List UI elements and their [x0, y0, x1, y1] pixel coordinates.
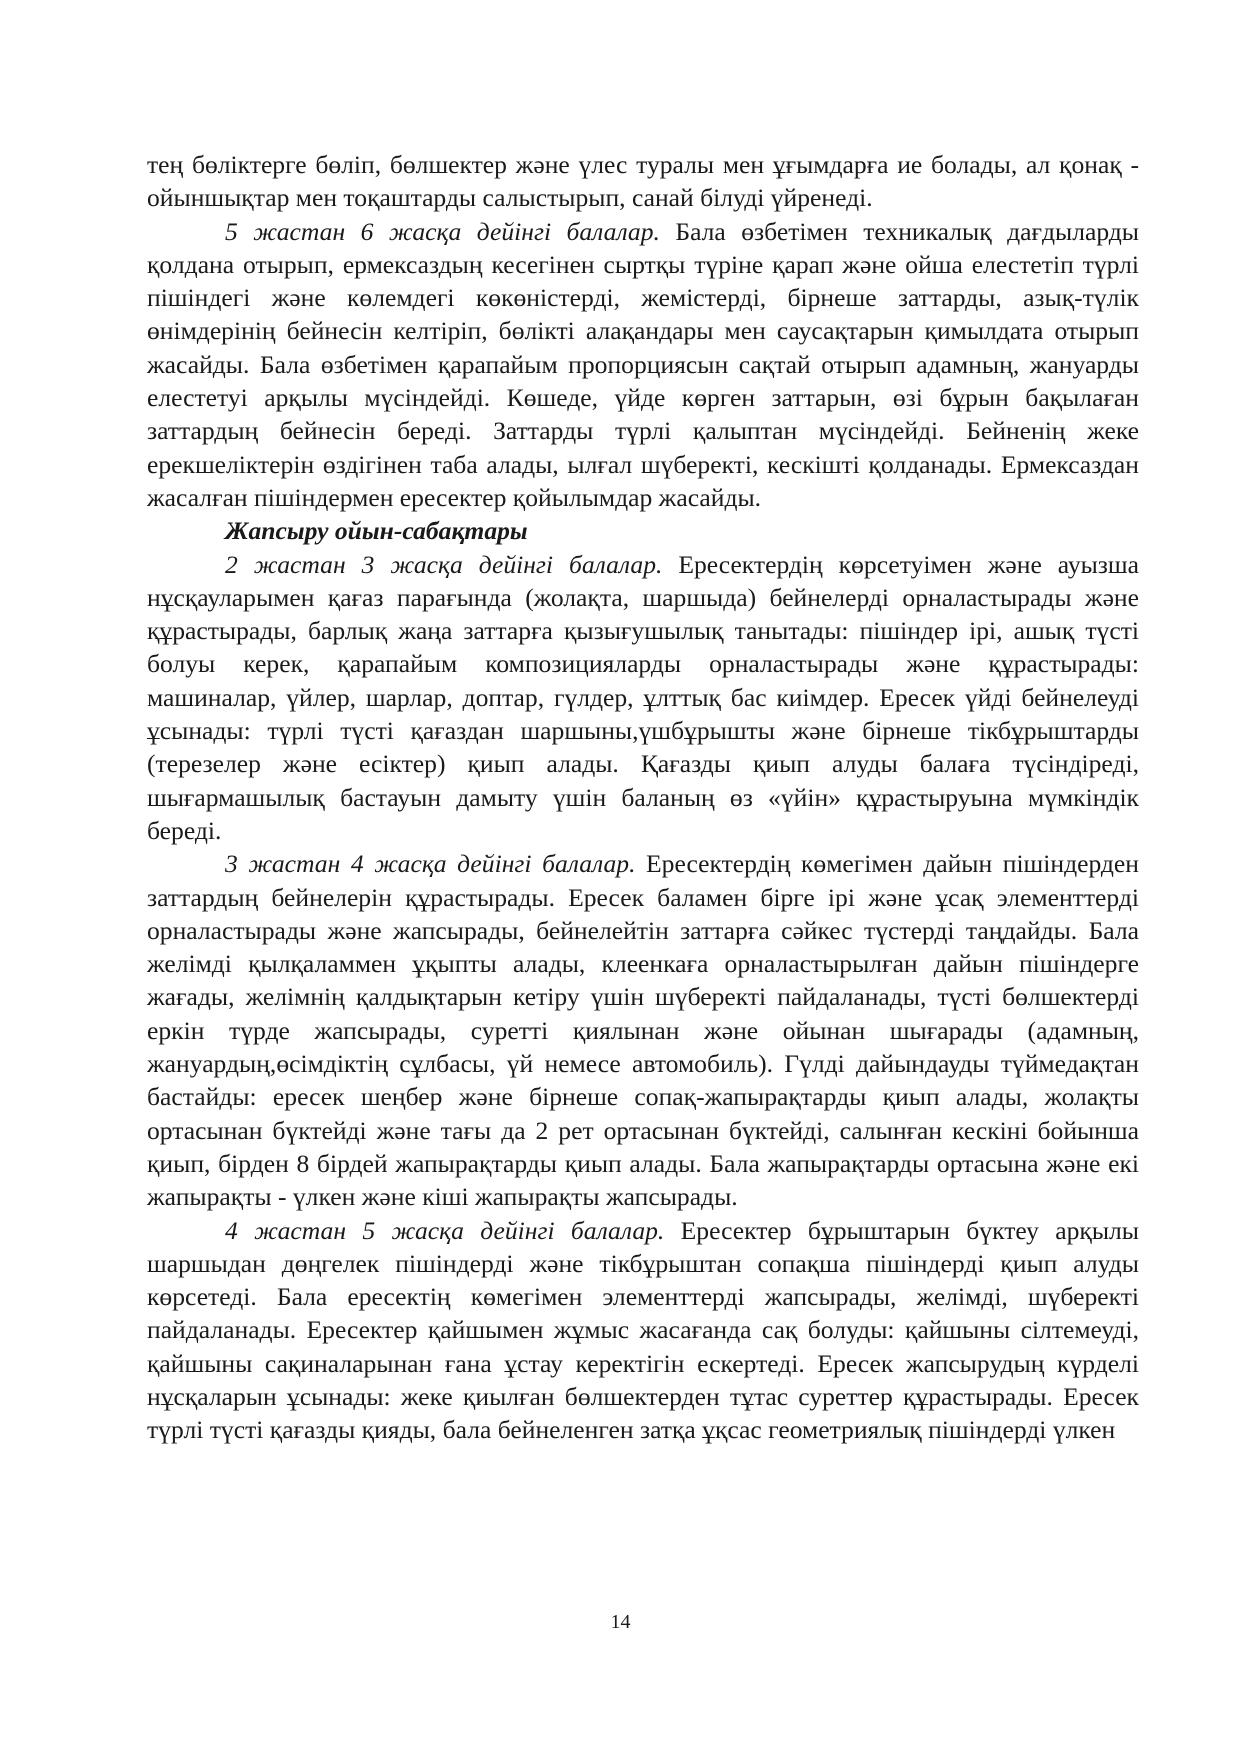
paragraph-text: тең бөліктерге бөліп, бөлшектер және үлес туралы мен ұғымдарға ие болады, ал қонақ - ойыншықтар мен тоқаштарды салыстырып, санай білуді үйренеді. [147, 150, 1139, 213]
paragraph-age-3-4 [147, 847, 1139, 1213]
document-page [147, 148, 1139, 1447]
paragraph-age-2-3 [147, 548, 1139, 848]
paragraph-text: Бала өзбетімен техникалық дағдыларды қолдана отырып, ермексаздың кесегінен сыртқы түріне қарап және ойша елестетіп түрлі пішіндегі және көлемдегі көкөністерді, жемістерді, бірнеше заттарды, азық-түлік өнімдерінің бейнесін келтіріп, бөлікті алақандары мен саусақтарын қимылдата отырып жасайды. Бала өзбетімен қарапайым пропорциясын сақтай отырып адамның, жануарды елестетуі арқылы мүсіндейді. Көшеде, үйде көрген заттарын, өзі бұрын бақылаған заттардың бейнесін береді. Заттарды түрлі қалыптан мүсіндейді. Бейненің жеке ерекшеліктерін өздігінен таба алады, ылғал шүберекті, кескішті қолданады. Ермексаздан жасалған пішіндермен ересектер қойылымдар жасайды. [147, 216, 1139, 512]
paragraph-lead: 4 жастан 5 жасқа дейінгі балалар. [225, 1215, 665, 1245]
paragraph-age-5-6 [147, 215, 1139, 515]
page-number: 14 [610, 1611, 631, 1633]
paragraph-text: Ересектердің көрсетуімен және ауызша нұсқауларымен қағаз парағында (жолақта, шаршыда) бейнелерді орналастырады және құрастырады, барлық жаңа заттарға қызығушылық танытады: пішіндер ірі, ашық түсті болуы керек, қарапайым композицияларды орналастырады және құрастырады: машиналар, үйлер, шарлар, доптар, гүлдер, ұлттық бас киімдер. Ересек үйді бейнелеуді ұсынады: түрлі түсті қағаздан шаршыны,үшбұрышты және бірнеше тікбұрыштарды (терезелер және есіктер) қиып алады. Қағазды қиып алуды балаға түсіндіреді, шығармашылық бастауын дамыту үшін баланың өз «үйін» құрастыруына мүмкіндік береді. [147, 549, 1139, 845]
paragraph-lead: 3 жастан 4 жасқа дейінгі балалар. [225, 849, 636, 879]
paragraph-lead: 5 жастан 6 жасқа дейінгі балалар. [225, 216, 660, 246]
paragraph-continuation [147, 148, 1139, 215]
paragraph-lead: 2 жастан 3 жасқа дейінгі балалар. [225, 549, 663, 579]
paragraph-age-4-5 [147, 1214, 1139, 1447]
paragraph-text: Ересектердің көмегімен дайын пішіндерден заттардың бейнелерін құрастырады. Ересек баламен бірге ірі және ұсақ элементтерді орналастырады және жапсырады, бейнелейтін заттарға сәйкес түстерді таңдайды. Бала желімді қылқаламмен ұқыпты алады, клеенкаға орналастырылған дайын пішіндерге жағады, желімнің қалдықтарын кетіру үшін шүберекті пайдаланады, түсті бөлшектерді еркін түрде жапсырады, суретті қиялынан және ойынан шығарады (адамның, жануардың,өсімдіктің сұлбасы, үй немесе автомобиль). Гүлді дайындауды түймедақтан бастайды: ересек шеңбер және бірнеше сопақ-жапырақтарды қиып алады, жолақты ортасынан бүктейді және тағы да 2 рет ортасынан бүктейді, салынған кескіні бойынша қиып, бірден 8 бірдей жапырақтарды қиып алады. Бала жапырақтарды ортасына және екі жапырақты - үлкен және кіші жапырақты жапсырады. [147, 849, 1139, 1212]
section-heading: Жапсыру ойын-сабақтары [225, 516, 528, 546]
paragraph-text: Ересектер бұрыштарын бүктеу арқылы шаршыдан дөңгелек пішіндерді және тікбұрыштан сопақша пішіндерді қиып алуды көрсетеді. Бала ересектің көмегімен элементтерді жапсырады, желімді, шүберекті пайдаланады. Ересектер қайшымен жұмыс жасағанда сақ болуды: қайшыны сілтемеуді, қайшыны сақиналарынан ғана ұстау керектігін ескертеді. Ересек жапсырудың күрделі нұсқаларын ұсынады: жеке қиылған бөлшектерден тұтас суреттер құрастырады. Ересек түрлі түсті қағазды қияды, бала бейнеленген затқа ұқсас геометриялық пішіндерді үлкен [147, 1215, 1139, 1445]
